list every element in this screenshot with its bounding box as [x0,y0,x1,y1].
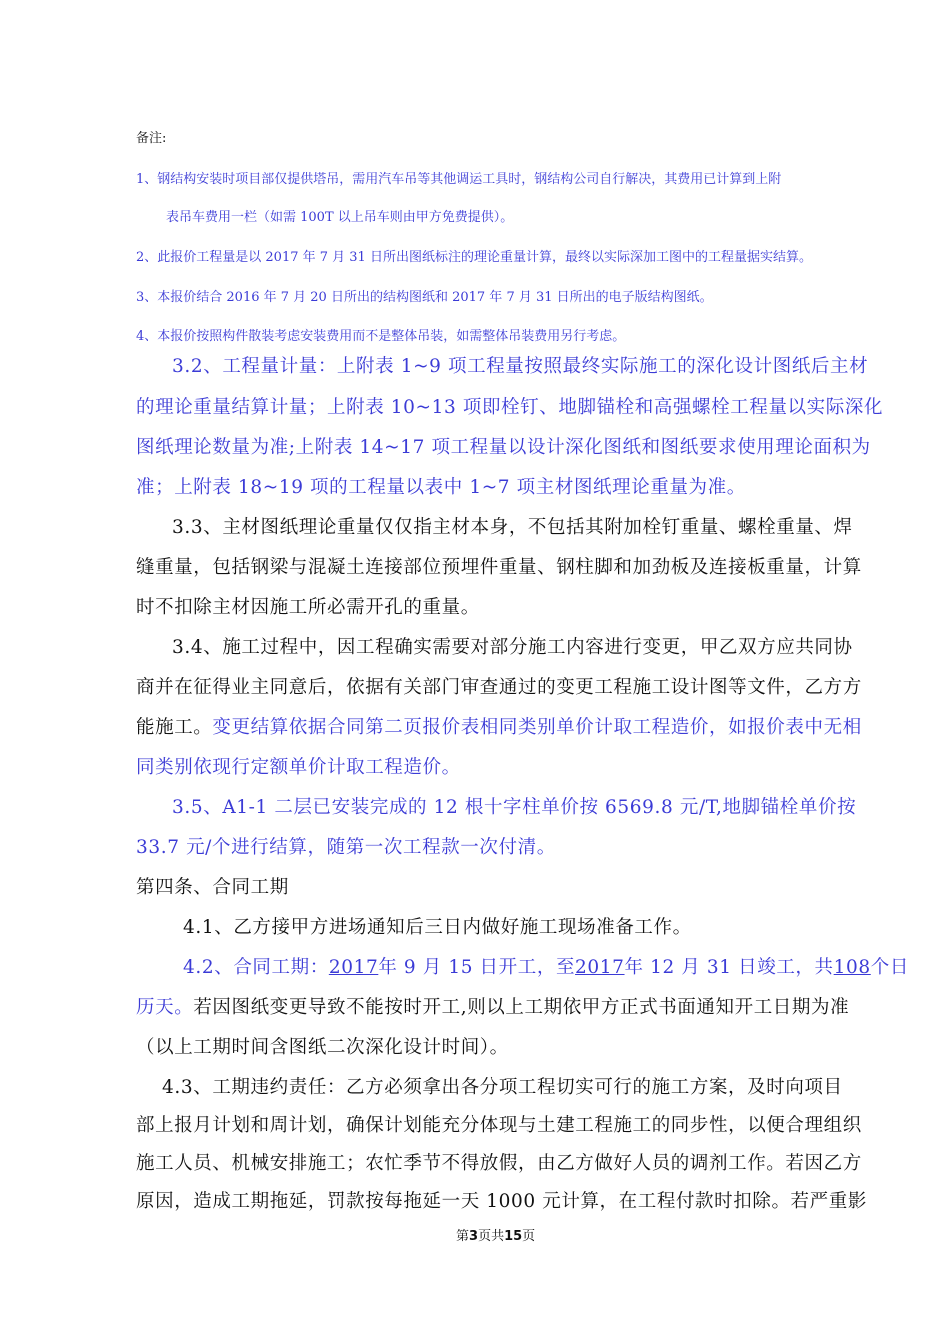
clause-3-2-line-3: 图纸理论数量为准;上附表 14~17 项工程量以设计深化图纸和图纸要求使用理论面积为 [136,437,871,458]
clause-4-3-line-2: 部上报月计划和周计划，确保计划能充分体现与土建工程施工的同步性，以便合理组织 [136,1115,862,1136]
page-footer [456,1225,535,1244]
clause-4-1: 4.1、乙方接甲方进场通知后三日内做好施工现场准备工作。 [183,917,692,938]
footer-pre: 第 [456,1229,470,1244]
clause-3-4-settlement: 变更结算依据合同第二页报价表相同类别单价计取工程造价，如报价表中无相 [212,717,862,738]
footer-post: 页 [522,1229,536,1244]
clause-4-3-line-4: 原因，造成工期拖延，罚款按每拖延一天 1000 元计算，在工程付款时扣除。若严重影 [136,1191,867,1212]
clause-4-3-line-3: 施工人员、机械安排施工；农忙季节不得放假，由乙方做好人员的调剂工作。若因乙方 [136,1153,862,1174]
clause-4-2-line-2 [136,993,849,1019]
article-4-title: 第四条、合同工期 [136,877,289,898]
clause-3-3-line-3: 时不扣除主材因施工所必需开孔的重量。 [136,597,480,618]
end-year: 2017 [575,957,625,978]
note-1-line-2: 表吊车费用一栏（如需 100T 以上吊车则由甲方免费提供）。 [166,210,514,225]
clause-4-2-change: 若因图纸变更导致不能按时开工,则以上工期依甲方正式书面通知开工日期为准 [193,997,850,1018]
note-3: 3、本报价结合 2016 年 7 月 20 日所出的结构图纸和 2017 年 7 月 31 日所出的电子版结构图纸。 [136,290,713,305]
clause-3-4-line-1: 3.4、施工过程中，因工程确实需要对部分施工内容进行变更，甲乙双方应共同协 [172,637,853,658]
end-date: 年 12 月 31 日竣工，共 [624,957,834,978]
clause-3-5-line-1: 3.5、A1-1 二层已安装完成的 12 根十字柱单价按 6569.8 元/T,地脚锚栓单价按 [172,797,857,818]
page-number: 3 [469,1229,479,1244]
calendar-days: 历天。 [136,997,194,1018]
clause-3-3-line-2: 缝重量，包括钢梁与混凝土连接部位预埋件重量、钢柱脚和加劲板及连接板重量，计算 [136,557,862,578]
clause-3-4-line-2: 商并在征得业主同意后，依据有关部门审查通过的变更工程施工设计图等文件，乙方方 [136,677,862,698]
start-date: 年 9 月 15 日开工，至 [378,957,576,978]
clause-4-2-line-1 [183,953,909,979]
clause-3-2-line-1: 3.2、工程量计量：上附表 1~9 项工程量按照最终实际施工的深化设计图纸后主材 [172,356,869,377]
note-1-line-1: 1、钢结构安装时项目部仅提供塔吊，需用汽车吊等其他调运工具时，钢结构公司自行解决，其费用已计算到上附 [136,172,782,187]
total-pages: 15 [504,1229,523,1244]
clause-3-2-line-4: 准；上附表 18~19 项的工程量以表中 1~7 项主材图纸理论重量为准。 [136,477,746,498]
total-days: 108 [833,957,871,978]
clause-4-2-label: 4.2、合同工期： [183,957,329,978]
clause-3-3-line-1: 3.3、主材图纸理论重量仅仅指主材本身，不包括其附加栓钉重量、螺栓重量、焊 [172,517,853,538]
notes-title: 备注: [136,131,167,146]
note-4: 4、本报价按照构件散装考虑安装费用而不是整体吊装，如需整体吊装费用另行考虑。 [136,329,626,344]
days-unit: 个日 [870,957,909,978]
clause-3-2-line-2: 的理论重量结算计量；上附表 10~13 项即栓钉、地脚锚栓和高强螺栓工程量以实际深化 [136,397,884,418]
start-year: 2017 [328,957,379,978]
clause-4-3-line-1: 4.3、工期违约责任：乙方必须拿出各分项工程切实可行的施工方案，及时向项目 [162,1077,843,1098]
note-2: 2、此报价工程量是以 2017 年 7 月 31 日所出图纸标注的理论重量计算，最终以实际深加工图中的工程量据实结算。 [136,250,812,265]
footer-mid: 页共 [478,1229,505,1244]
clause-3-4-line-3 [136,713,862,739]
clause-3-4-line-4: 同类别依现行定额单价计取工程造价。 [136,757,461,778]
clause-3-4-text: 能施工。 [136,717,213,738]
clause-3-5-line-2: 33.7 元/个进行结算，随第一次工程款一次付清。 [136,837,556,858]
clause-4-2-line-3: （以上工期时间含图纸二次深化设计时间）。 [136,1037,509,1058]
